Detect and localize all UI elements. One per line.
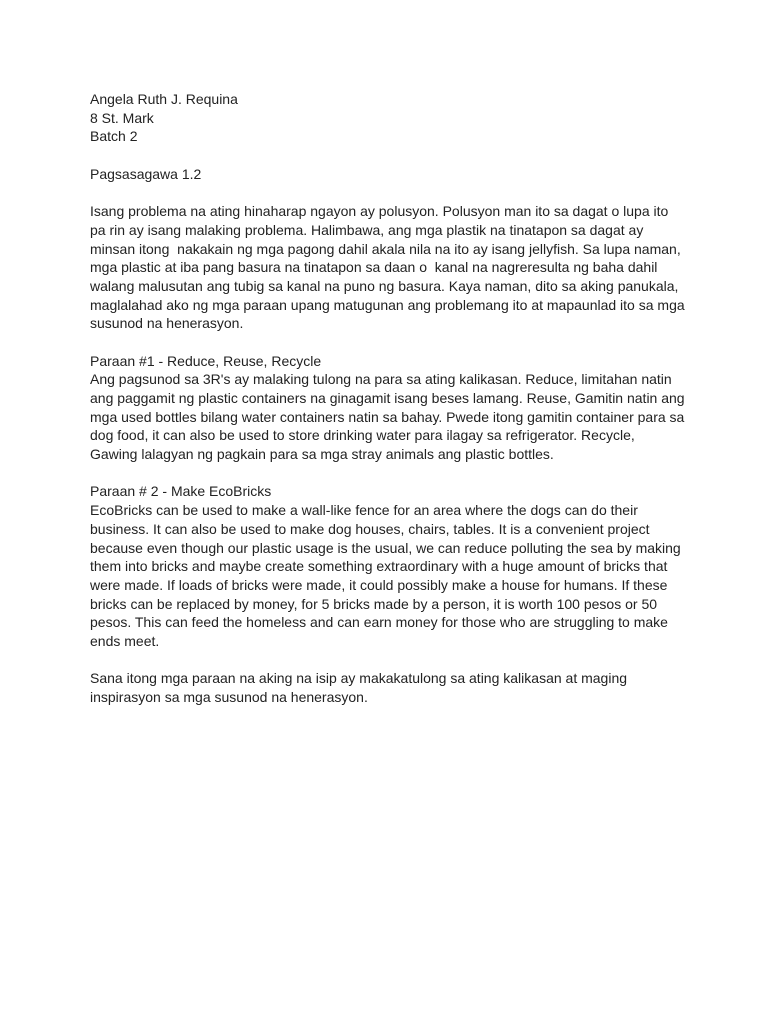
document-page (90, 90, 690, 707)
intro-paragraph (90, 202, 690, 333)
paragraph-line: mga used bottles bilang water containers natin sa bahay. Pwede itong gamitin container para sa (90, 408, 685, 425)
paragraph-line: Ang pagsunod sa 3R's ay malaking tulong na para sa ating kalikasan. Reduce, limitahan natin (90, 371, 672, 388)
spacer (90, 146, 690, 165)
spacer (90, 464, 690, 483)
paragraph-line: were made. If loads of bricks were made, it could possibly make a house for humans. If these (90, 576, 668, 593)
paragraph-line: maglalahad ako ng mga paraan upang matugunan ang problemang ito at mapaunlad ito sa mga (90, 296, 685, 313)
spacer (90, 651, 690, 670)
paragraph-line: them into bricks and maybe create something extraordinary with a huge amount of bricks that (90, 558, 668, 575)
author-section: 8 St. Mark (90, 109, 154, 126)
paragraph-line: Isang problema na ating hinaharap ngayon ay polusyon. Polusyon man ito sa dagat o lupa ito (90, 203, 669, 220)
paragraph-line: walang malusutan ang tubig sa kanal na puno ng basura. Kaya naman, dito sa aking panukala, (90, 277, 679, 294)
paragraph-line: pa rin ay isang malaking problema. Halimbawa, ang mga plastik na tinatapon sa dagat ay (90, 221, 644, 238)
paragraph-line: ends meet. (90, 632, 160, 649)
paragraph-line: bricks can be replaced by money, for 5 bricks made by a person, it is worth 100 pesos or 50 (90, 595, 658, 612)
document-title: Pagsasagawa 1.2 (90, 165, 202, 182)
paragraph-line: minsan itong nakakain ng mga pagong dahil akala nila na ito ay isang jellyfish. Sa lupa naman, (90, 240, 681, 257)
paragraph-line: pesos. This can feed the homeless and can earn money for those who are struggling to make (90, 614, 668, 631)
paragraph-line: ang paggamit ng plastic containers na ginagamit isang beses lamang. Reuse, Gamitin natin ang (90, 390, 685, 406)
author-batch: Batch 2 (90, 128, 138, 145)
author-block (90, 90, 690, 146)
paragraph-line: mga plastic at iba pang basura na tinatapon sa daan o kanal na nagreresulta ng baha dahil (90, 259, 658, 276)
spacer (90, 333, 690, 352)
paragraph-line: because even though our plastic usage is the usual, we can reduce polluting the sea by making (90, 539, 681, 556)
paragraph-line: Sana itong mga paraan na aking na isip ay makakatulong sa ating kalikasan at maging (90, 670, 628, 687)
paragraph-line: inspirasyon sa mga susunod na henerasyon. (90, 689, 368, 705)
paragraph-line: business. It can also be used to make dog houses, chairs, tables. It is a convenient project (90, 520, 650, 537)
author-name: Angela Ruth J. Requina (90, 91, 238, 107)
method-1-paragraph (90, 352, 690, 464)
spacer (90, 183, 690, 202)
method-1-heading: Paraan #1 - Reduce, Reuse, Recycle (90, 352, 322, 369)
paragraph-line: EcoBricks can be used to make a wall-like fence for an area where the dogs can do their (90, 502, 638, 519)
method-2-paragraph (90, 482, 690, 650)
paragraph-line: susunod na henerasyon. (90, 315, 244, 332)
paragraph-line: dog food, it can also be used to store drinking water para ilagay sa refrigerator. Recycle, (90, 427, 635, 444)
conclusion-paragraph (90, 669, 690, 706)
paragraph-line: Gawing lalagyan ng pagkain para sa mga stray animals ang plastic bottles. (90, 446, 554, 463)
method-2-heading: Paraan # 2 - Make EcoBricks (90, 483, 272, 500)
